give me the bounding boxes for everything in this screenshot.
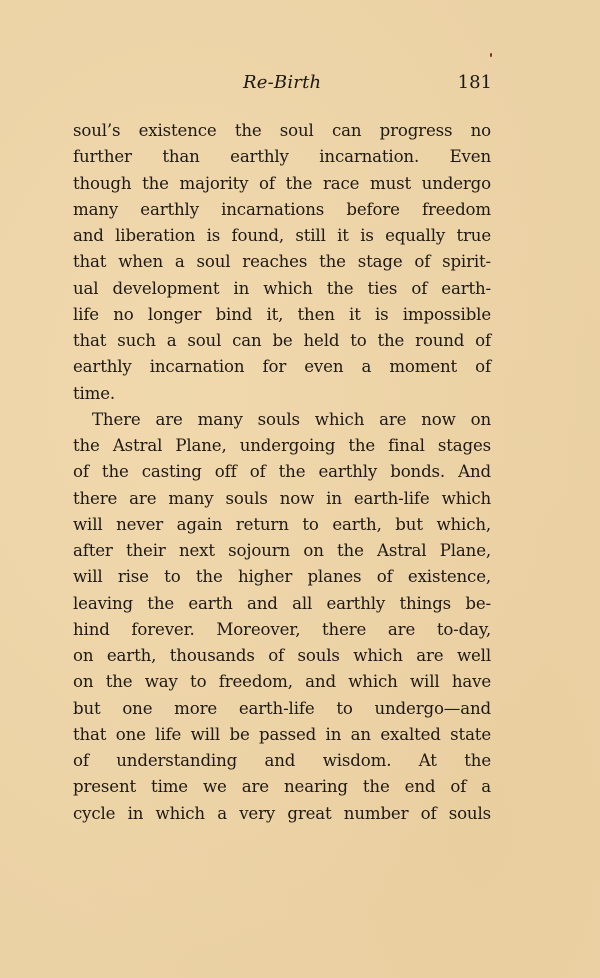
text-line: of understanding and wisdom. At the xyxy=(73,751,491,770)
text-line: ual development in which the ties of earth- xyxy=(73,278,491,298)
running-title: Re-Birth xyxy=(243,72,322,93)
running-head xyxy=(243,72,492,98)
text-line: earthly incarnation for even a moment of xyxy=(73,357,491,377)
text-line: on the way to freedom, and which will have xyxy=(73,672,491,692)
body-text xyxy=(73,118,491,827)
text-line: the Astral Plane, undergoing the final stages xyxy=(73,436,491,455)
text-line: after their next sojourn on the Astral Plane, xyxy=(73,541,491,560)
text-line: leaving the earth and all earthly things be- xyxy=(73,593,491,613)
text-line: but one more earth-life to undergo—and xyxy=(73,698,491,718)
text-line: though the majority of the race must undergo xyxy=(73,173,491,193)
text-line: will rise to the higher planes of existence, xyxy=(73,567,491,587)
text-line: will never again return to earth, but which, xyxy=(73,514,491,534)
text-line: hind forever. Moreover, there are to-day, xyxy=(73,619,491,639)
page-number: 181 xyxy=(457,72,492,93)
text-line: soul’s existence the soul can progress no xyxy=(73,121,491,140)
text-line: there are many souls now in earth-life which xyxy=(73,488,491,508)
text-line: present time we are nearing the end of a xyxy=(73,777,491,797)
text-line: life no longer bind it, then it is impossible xyxy=(73,304,491,324)
text-line: that when a soul reaches the stage of spirit- xyxy=(73,252,491,272)
paragraph-2 xyxy=(73,407,491,827)
text-line: that one life will be passed in an exalted state xyxy=(73,724,491,744)
text-line: that such a soul can be held to the round of xyxy=(73,331,491,350)
text-line: time. xyxy=(73,383,116,403)
text-line: on earth, thousands of souls which are well xyxy=(73,646,491,665)
text-line: many earthly incarnations before freedom xyxy=(73,199,491,219)
ink-speck xyxy=(490,53,492,57)
text-line: of the casting off of the earthly bonds. And xyxy=(73,462,491,482)
text-line: There are many souls which are now on xyxy=(92,409,491,429)
text-line: and liberation is found, still it is equally true xyxy=(73,226,491,245)
text-line: further than earthly incarnation. Even xyxy=(73,147,491,167)
paragraph-1 xyxy=(73,118,491,407)
text-line: cycle in which a very great number of souls xyxy=(73,803,491,823)
